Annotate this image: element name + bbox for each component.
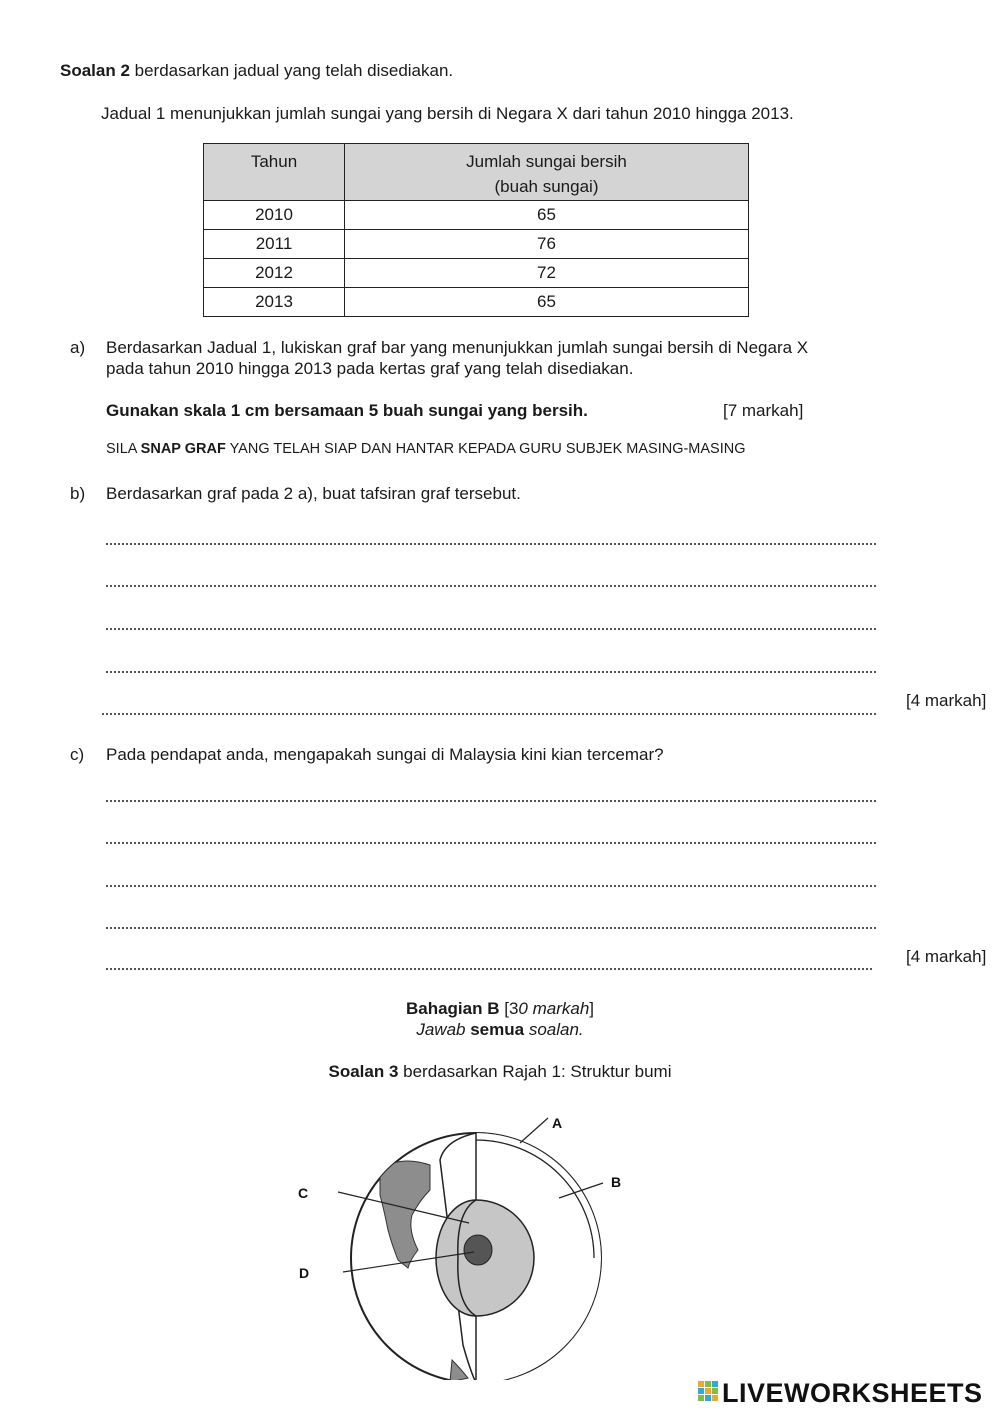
table-row: 2013 65	[204, 288, 749, 317]
part-a-scale: Gunakan skala 1 cm bersamaan 5 buah sungai yang bersih.	[106, 401, 588, 420]
part-c-question: Pada pendapat anda, mengapakah sungai di Malaysia kini kian tercemar?	[106, 745, 664, 764]
part-a-snap-note: SILA SNAP GRAF YANG TELAH SIAP DAN HANTAR KEPADA GURU SUBJEK MASING-MASING	[106, 441, 746, 457]
table-row: 2010 65	[204, 201, 749, 230]
part-b-label: b)	[70, 484, 86, 503]
question-2-intro: Jadual 1 menunjukkan jumlah sungai yang bersih di Negara X dari tahun 2010 hingga 2013.	[101, 104, 794, 123]
table-row: 2011 76	[204, 230, 749, 259]
question-2-heading: Soalan 2 berdasarkan jadual yang telah disediakan.	[60, 61, 454, 80]
table-header-count: Jumlah sungai bersih (buah sungai)	[345, 144, 749, 201]
liveworksheets-logo-icon	[698, 1381, 720, 1405]
part-a-label: a)	[70, 338, 86, 357]
part-b-marks: [4 markah]	[906, 691, 987, 710]
liveworksheets-brand[interactable]: LIVEWORKSHEETS	[722, 1378, 983, 1408]
answer-line[interactable]	[106, 968, 872, 970]
section-b-title: Bahagian B [30 markah]	[405, 999, 595, 1018]
inner-core	[464, 1235, 492, 1265]
answer-line[interactable]	[106, 628, 876, 630]
answer-line[interactable]	[106, 842, 876, 844]
part-a-marks: [7 markah]	[723, 401, 804, 420]
table-header-row	[204, 144, 749, 201]
label-a: A	[552, 1115, 563, 1131]
section-b-instruction: Jawab semua soalan.	[416, 1020, 584, 1039]
part-a-line2: pada tahun 2010 hingga 2013 pada kertas graf yang telah disediakan.	[106, 359, 634, 378]
rivers-table	[203, 143, 749, 317]
part-a-line1: Berdasarkan Jadual 1, lukiskan graf bar yang menunjukkan jumlah sungai bersih di Negara X	[106, 338, 809, 357]
answer-line[interactable]	[106, 800, 876, 802]
part-c-marks: [4 markah]	[906, 947, 987, 966]
answer-line[interactable]	[102, 713, 876, 715]
table-header-year: Tahun	[204, 144, 345, 201]
label-b: B	[611, 1174, 622, 1190]
answer-line[interactable]	[106, 585, 876, 587]
answer-line[interactable]	[106, 543, 876, 545]
answer-line[interactable]	[106, 885, 876, 887]
part-c-label: c)	[70, 745, 85, 764]
table-row: 2012 72	[204, 259, 749, 288]
label-c: C	[298, 1185, 309, 1201]
label-d: D	[299, 1265, 310, 1281]
earth-structure-diagram	[280, 1100, 640, 1380]
part-b-question: Berdasarkan graf pada 2 a), buat tafsiran graf tersebut.	[106, 484, 521, 503]
answer-line[interactable]	[106, 927, 876, 929]
answer-line[interactable]	[106, 671, 876, 673]
question-3-heading: Soalan 3 berdasarkan Rajah 1: Struktur bumi	[328, 1062, 672, 1081]
